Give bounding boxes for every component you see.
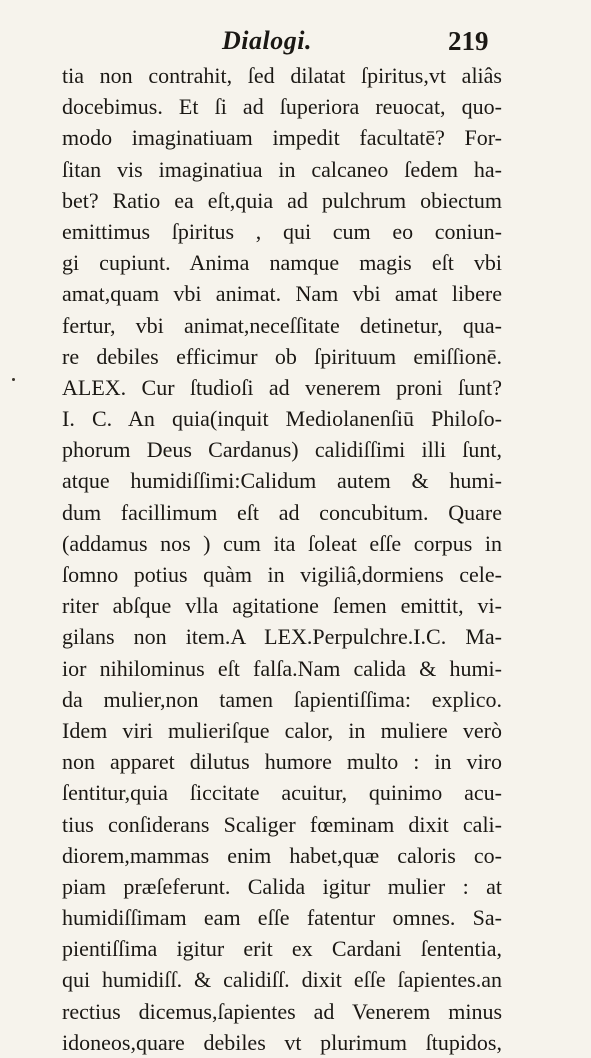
text-line: da mulier,non tamen ſapientiſſima: explico. [62, 686, 502, 712]
text-line: ſentitur,quia ſiccitate acuitur, quinimo acu- [62, 780, 502, 806]
text-line: amat,quam vbi animat. Nam vbi amat libere [62, 281, 502, 307]
text-line: diorem,mammas enim habet,quæ caloris co- [62, 842, 502, 868]
text-line: (addamus nos ) cum ita ſoleat eſſe corpus in [62, 530, 502, 556]
text-line: re debiles efficimur ob ſpirituum emiſſionē. [62, 343, 502, 369]
text-line: I. C. An quia(inquit Mediolanenſiū Philoſo- [62, 406, 502, 432]
text-line: riter abſque vlla agitatione ſemen emittit, vi- [62, 593, 502, 619]
text-line: modo imaginatiuam impedit facultatē? For- [62, 125, 502, 151]
text-line: ior nihilominus eſt falſa.Nam calida & humi- [62, 655, 502, 681]
text-line: atque humidiſſimi:Calidum autem & humi- [62, 468, 502, 494]
running-title: Dialogi. [222, 26, 312, 55]
text-line: piam præſeferunt. Calida igitur mulier : at [62, 873, 502, 899]
text-line: Idem viri mulieriſque calor, in muliere verò [62, 717, 502, 743]
text-line: rectius dicemus,ſapientes ad Venerem minus [62, 998, 502, 1024]
text-line: non apparet dilutus humore multo : in viro [62, 749, 502, 775]
text-line: ALEX. Cur ſtudioſi ad venerem proni ſunt? [62, 374, 502, 400]
text-line: tia non contrahit, ſed dilatat ſpiritus,vt aliâs [62, 63, 502, 88]
text-line: fertur, vbi animat,neceſſitate detinetur, qua- [62, 312, 502, 338]
text-line: pientiſſima igitur erit ex Cardani ſententia, [62, 936, 502, 962]
page-number: 219 [448, 26, 489, 56]
text-line: dum facillimum eſt ad concubitum. Quare [62, 499, 502, 525]
margin-dot-mark [12, 378, 15, 381]
text-line: gilans non item.A LEX.Perpulchre.I.C. Ma- [62, 624, 502, 650]
text-line: ſomno potius quàm in vigiliâ,dormiens cele- [62, 562, 502, 587]
text-line: gi cupiunt. Anima namque magis eſt vbi [62, 250, 502, 276]
body-text [62, 60, 502, 1058]
text-line: humidiſſimam eam eſſe fatentur omnes. Sa- [62, 905, 502, 931]
text-line: emittimus ſpiritus , qui cum eo coniun- [62, 218, 502, 244]
text-line: ſitan vis imaginatiua in calcaneo ſedem ha- [62, 156, 502, 182]
text-line: bet? Ratio ea eſt,quia ad pulchrum obiectum [62, 187, 502, 213]
text-line: phorum Deus Cardanus) calidiſſimi illi ſunt, [62, 437, 502, 463]
text-line: tius conſiderans Scaliger fœminam dixit cali- [62, 811, 502, 837]
text-line: qui humidiſſ. & calidiſſ. dixit eſſe ſapientes.an [62, 967, 502, 993]
text-line: docebimus. Et ſi ad ſuperiora reuocat, quo- [62, 94, 502, 120]
text-line: idoneos,quare debiles vt plurimum ſtupidos, [62, 1029, 502, 1055]
